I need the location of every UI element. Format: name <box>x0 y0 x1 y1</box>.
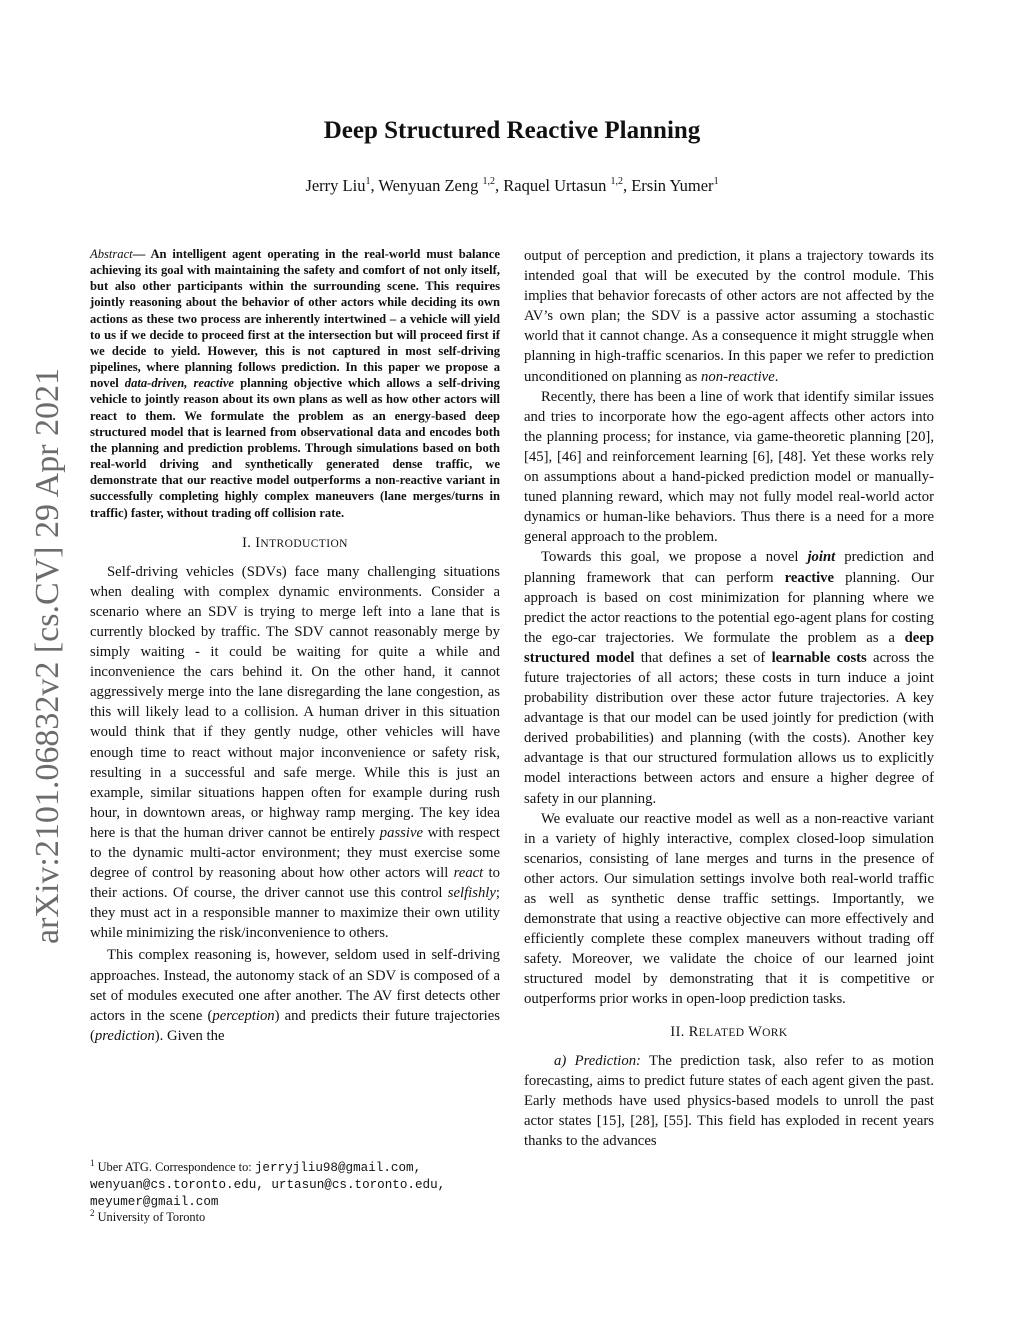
section-heading-related-work: II. RELATED WORK <box>670 1023 788 1040</box>
paragraph: This complex reasoning is, however, seldom used in self-driving approaches. Instead, the autonomy stack of an SDV is composed of a set of modules executed one after another. The AV first detects other actors in the scene (perception) and predicts their future trajectories (prediction). Given the <box>90 947 500 1044</box>
author-list: Jerry Liu$^1$, Wenyuan Zeng $^{1,2}$, Raquel Urtasun $^{1,2}$, Ersin Yumer$^1$ <box>305 176 719 195</box>
footnote: $^1$ Uber ATG. Correspondence to: jerryjliu98@gmail.com, wenyuan@cs.toronto.edu, urtasun@cs.toronto.edu, meyumer@gmail.com <box>90 1158 446 1209</box>
paragraph: output of perception and prediction, it plans a trajectory towards its intended goal that will be executed by the control module. This implies that behavior forecasts of other actors are not affected by the AV’s own plan; the SDV is a passive actor assuming a stochastic world that it cannot change. As a consequence it might struggle when planning in high-traffic scenarios. In this paper we refer to prediction unconditioned on planning as non-reactive. <box>524 248 934 385</box>
author-affiliation: 1 <box>365 176 371 187</box>
footnote: $^2$ University of Toronto <box>90 1208 206 1225</box>
author-name: Ersin Yumer <box>631 176 714 195</box>
paragraph: a) Prediction: The prediction task, also refer to as motion forecasting, aims to predict future states of each agent given the past. Early methods have used physics-based models to unroll the past actor states [15], [28], [55]. This field has exploded in recent years thanks to the advances <box>524 1052 934 1149</box>
author-affiliation: 1 <box>713 176 719 187</box>
abstract <box>90 246 500 521</box>
paper-title: Deep Structured Reactive Planning <box>323 117 701 144</box>
author-affiliation: 1,2 <box>610 176 623 187</box>
abstract-emphasis: data-driven, reactive <box>124 376 235 391</box>
author-name: Raquel Urtasun <box>503 176 607 195</box>
section-heading-introduction: I. INTRODUCTION <box>242 534 348 551</box>
paragraph: Towards this goal, we propose a novel joint prediction and planning framework that can perform reactive planning. Our approach is based on cost minimization for planning where we predict the actor reactions to the potential ego-agent plans for costing the ego-car trajectories. We formulate the problem as a deep structured model that defines a set of learnable costs across the future trajectories of all actors; these costs in turn induce a joint probability distribution over these actor future trajectories. A key advantage is that our model can be used jointly for prediction (with derived probabilities) and planning (with the costs). Another key advantage is that our structured formulation allows us to explicitly model interactions between actors and ensure a higher degree of safety in our planning. <box>524 549 934 807</box>
arxiv-stamp: arXiv:2101.06832v2 [cs.CV] 29 Apr 2021 <box>29 367 66 944</box>
abstract-text: planning objective which allows a self-driving vehicle to jointly reason about its own plans as well as how other actors will react to them. We formulate the problem as an energy-based deep structured model that is learned from observational data and encodes both the planning and prediction problems. Through simulations based on both real-world driving and synthetically generated dense traffic, we demonstrate that our reactive model outperforms a non-reactive variant in successfully completing highly complex maneuvers (lane merges/turns in traffic) faster, without trading off collision rate. <box>90 376 500 520</box>
left-column <box>90 246 500 1046</box>
right-column <box>524 246 934 1151</box>
abstract-text: — An intelligent agent operating in the real-world must balance achieving its goal with maintaining the safety and comfort of not only itself, but also other participants within the surrounding scene. This requires jointly reasoning about the behavior of other actors while deciding its own actions as these two process are inherently intertwined – a vehicle will yield to us if we decide to proceed first at the intersection but will proceed first if we decide to yield. However, this is not captured in most self-driving pipelines, where planning follows prediction. In this paper we propose a novel <box>90 247 500 391</box>
author-name: Wenyuan Zeng <box>378 176 479 195</box>
author-name: Jerry Liu <box>305 176 366 195</box>
abstract-label: Abstract <box>90 247 133 261</box>
footnotes <box>90 1160 520 1226</box>
author-affiliation: 1,2 <box>482 176 495 187</box>
paragraph: We evaluate our reactive model as well as a non-reactive variant in a variety of highly interactive, complex closed-loop simulation scenarios, consisting of lane merges and turns in the presence of other actors. Our simulation settings involve both real-world traffic as well as synthetic dense traffic settings. Importantly, we demonstrate that using a reactive objective can more effectively and efficiently complete these complex maneuvers without trading off safety. Moreover, we validate the choice of our learned joint structured model by demonstrating that it is competitive or outperforms prior works in open-loop prediction tasks. <box>524 810 934 1008</box>
paragraph: Recently, there has been a line of work that identify similar issues and tries to incorporate how the ego-agent affects other actors into the planning process; for instance, via game-theoretic planning [20], [45], [46] and reinforcement learning [6], [48]. Yet these works rely on assumptions about a hand-picked prediction model or manually-tuned planning reward, which may not fully model real-world actor dynamics or human-like behaviors. Thus there is a need for a more general approach to the problem. <box>524 388 934 546</box>
email-list: jerryjliu98@gmail.com, wenyuan@cs.toronto.edu, urtasun@cs.toronto.edu, meyumer@gmail.com <box>90 1161 446 1209</box>
paragraph: Self-driving vehicles (SDVs) face many challenging situations when dealing with complex dynamic environments. Consider a scenario where an SDV is trying to merge left into a lane that is currently blocked by traffic. The SDV cannot reasonably merge by simply waiting - it could be waiting for quite a while and inconvenience the cars behind it. On the other hand, it cannot aggressively merge into the lane disregarding the lane congestion, as this will likely lead to a collision. A human driver in this situation would think that if they gently nudge, other vehicles will have enough time to react without major inconvenience or safety risk, resulting in a successful and safe merge. While this is just an example, similar situations happen often for example during rush hour, in downtown areas, or highway ramp merging. The key idea here is that the human driver cannot be entirely passive with respect to the dynamic multi-actor environment; they must exercise some degree of control by reasoning about how other actors will react to their actions. Of course, the driver cannot use this control selfishly; they must act in a responsible manner to maximize their own utility while minimizing the risk/inconvenience to others. <box>90 563 501 942</box>
paragraph-heading: a) Prediction: <box>554 1052 641 1069</box>
